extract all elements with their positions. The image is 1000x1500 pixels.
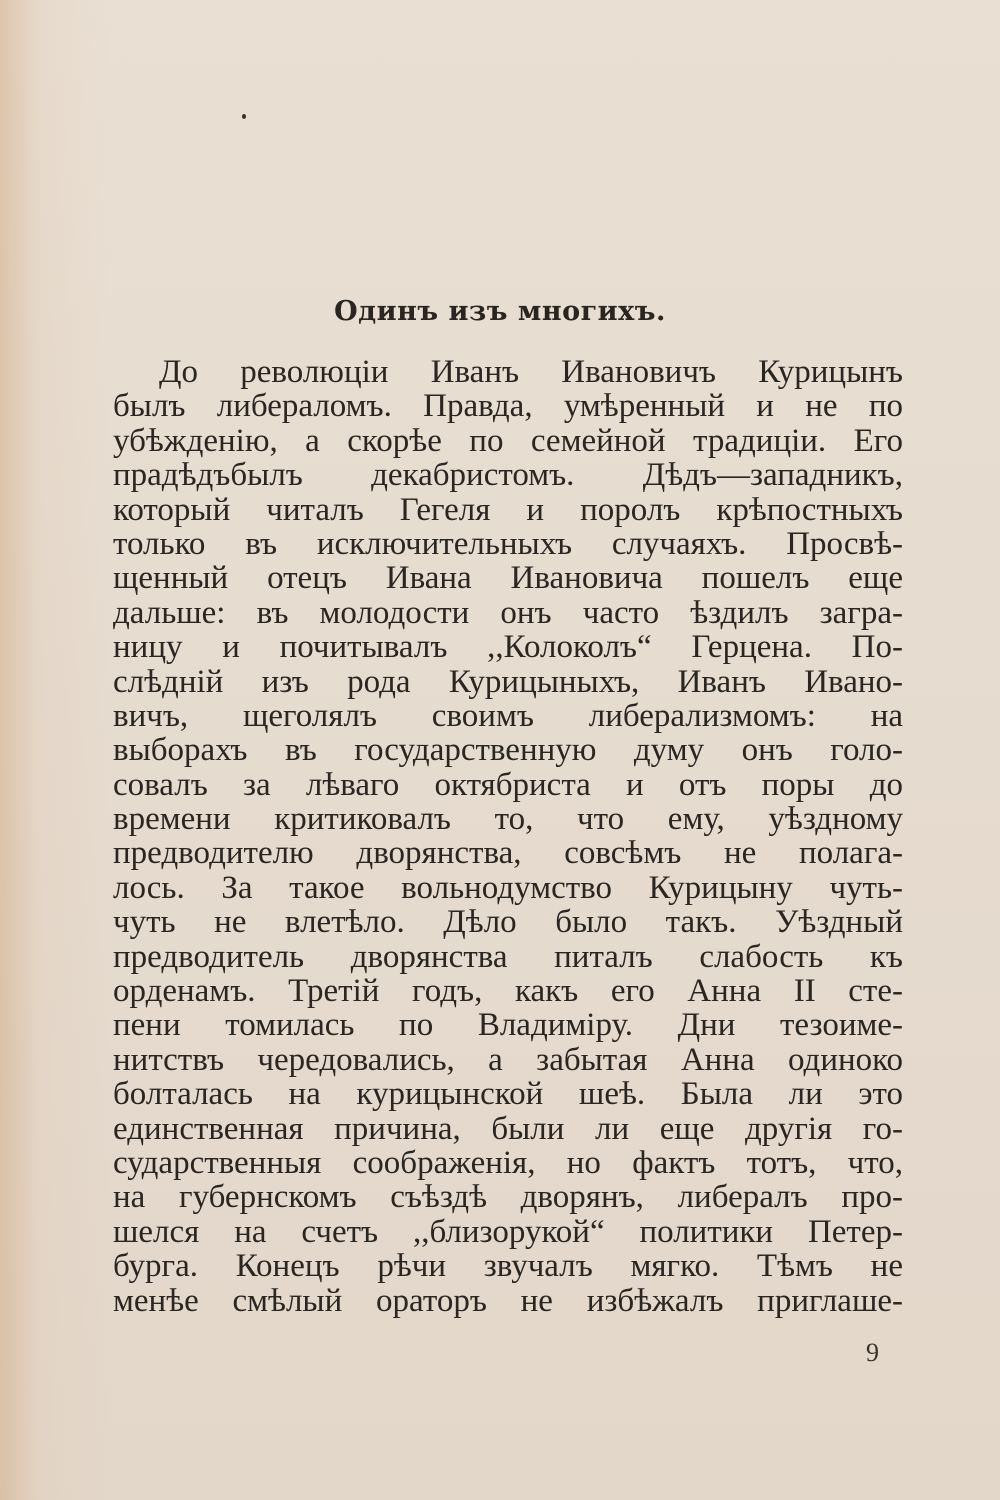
text-line: который читалъ Гегеля и поролъ крѣпостныхъ [113, 491, 903, 528]
text-line: на губернскомъ съѣздѣ дворянъ, либералъ про- [113, 1179, 903, 1216]
text-line: дальше: въ молодости онъ часто ѣздилъ загра- [113, 594, 903, 631]
body-text [113, 355, 903, 1318]
text-line: былъ либераломъ. Правда, умѣренный и не по [113, 388, 903, 425]
chapter-title: Одинъ изъ многихъ. [334, 296, 666, 327]
text-line: шелся на счетъ ,,близорукой“ политики Петер- [113, 1213, 903, 1250]
text-line: болталась на курицынской шеѣ. Была ли это [113, 1076, 903, 1113]
text-line: бурга. Конецъ рѣчи звучалъ мягко. Тѣмъ не [113, 1248, 903, 1285]
text-line: сударственныя соображенія, но фактъ тотъ, что, [113, 1144, 903, 1181]
text-line: орденамъ. Третій годъ, какъ его Анна II сте- [113, 973, 903, 1010]
text-line: чуть не влетѣло. Дѣло было такъ. Уѣздный [113, 904, 903, 941]
text-line: вичъ, щеголялъ своимъ либерализмомъ: на [113, 697, 903, 734]
text-line: единственная причина, были ли еще другія го- [113, 1110, 903, 1147]
ink-speck [242, 114, 246, 119]
text-line: прадѣдъбылъ декабристомъ. Дѣдъ—западникъ, [113, 457, 903, 494]
text-line: времени критиковалъ то, что ему, уѣздному [113, 801, 903, 838]
text-line: До революціи Иванъ Ивановичъ Курицынъ [159, 354, 903, 390]
text-line: совалъ за лѣваго октябриста и отъ поры до [113, 766, 903, 803]
text-line: убѣжденію, а скорѣе по семейной традиціи. Его [113, 422, 903, 459]
text-line: предводитель дворянства питалъ слабость къ [113, 938, 903, 975]
text-line: менѣе смѣлый ораторъ не избѣжалъ приглаше- [113, 1282, 903, 1319]
text-line: нитствъ чередовались, а забытая Анна одиноко [113, 1041, 903, 1078]
text-line: только въ исключительныхъ случаяхъ. Просвѣ- [113, 525, 903, 562]
page-number: 9 [866, 1338, 879, 1367]
text-line: щенный отецъ Ивана Ивановича пошелъ еще [113, 560, 903, 597]
text-line: ницу и почитывалъ ,,Колоколъ“ Герцена. По- [113, 629, 903, 666]
text-line: лось. За такое вольнодумство Курицыну чуть- [113, 869, 903, 906]
text-line: слѣдній изъ рода Курицыныхъ, Иванъ Ивано- [113, 663, 903, 700]
text-line: пени томилась по Владиміру. Дни тезоиме- [113, 1007, 903, 1044]
text-line: предводителю дворянства, совсѣмъ не полага- [113, 835, 903, 872]
text-line: выборахъ въ государственную думу онъ голо- [113, 732, 903, 769]
